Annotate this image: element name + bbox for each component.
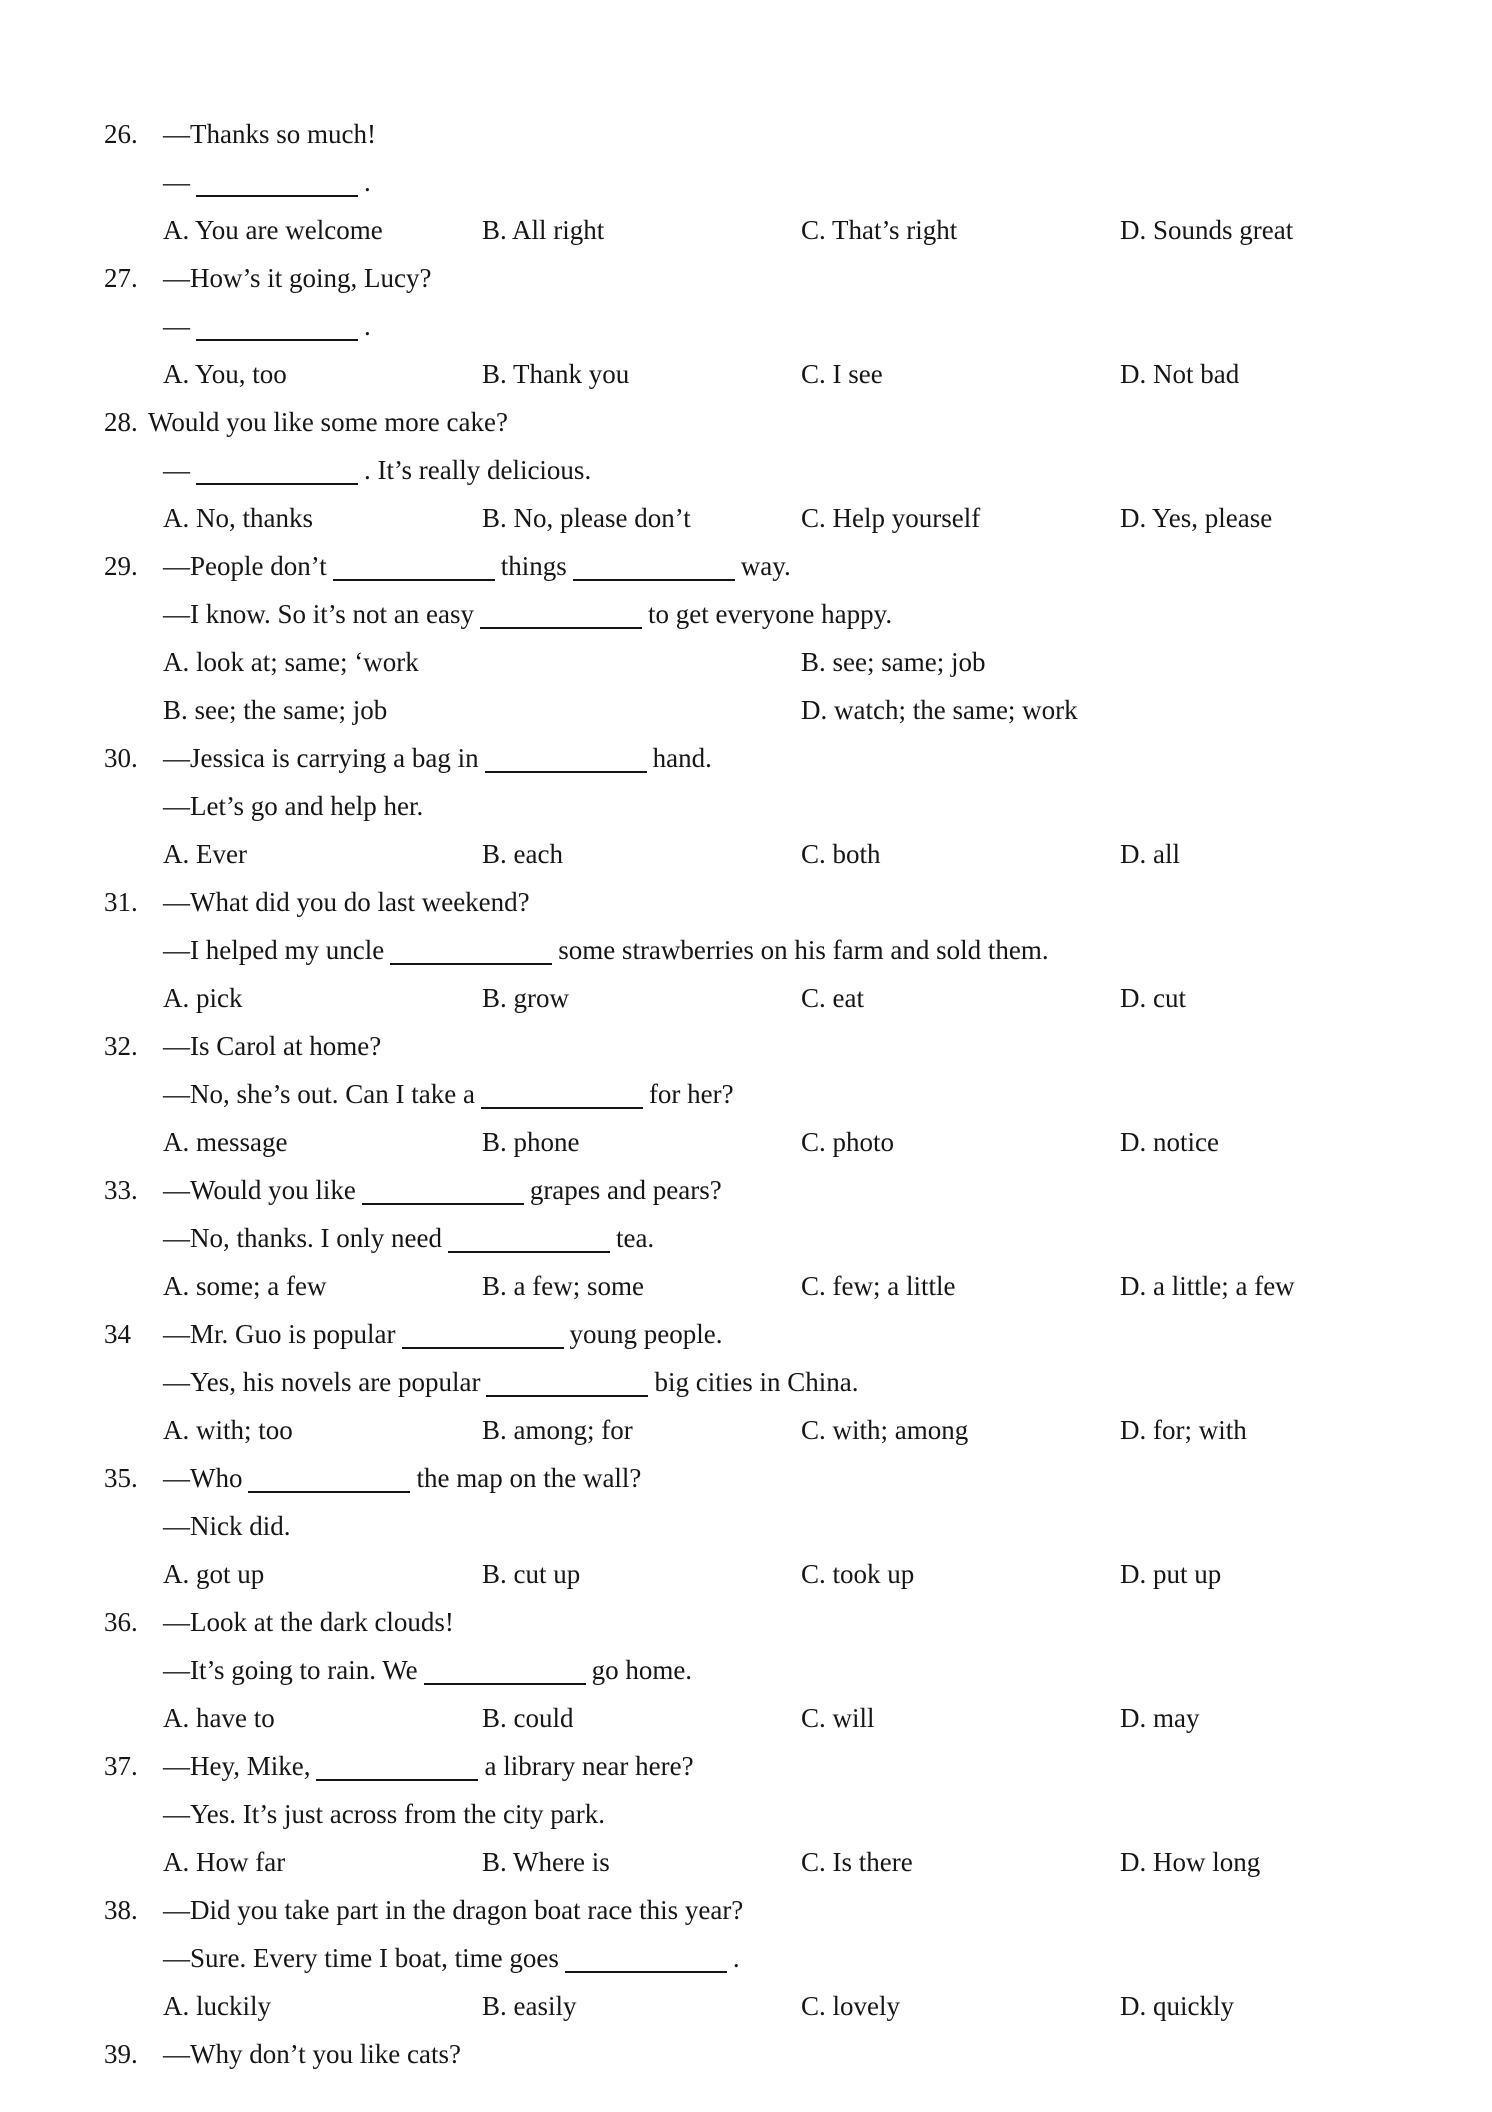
- option-c[interactable]: C. few; a little: [801, 1271, 956, 1301]
- question-text: —Sure. Every time I boat, time goes: [163, 1943, 559, 1973]
- option-c[interactable]: C. eat: [801, 983, 864, 1013]
- question-text: —It’s going to rain. We: [163, 1655, 418, 1685]
- option-b[interactable]: B. each: [482, 839, 563, 869]
- question-text: grapes and pears?: [529, 1175, 722, 1205]
- question-text: —Mr. Guo is popular: [163, 1319, 396, 1349]
- question-text: Would you like some more cake?: [148, 407, 508, 437]
- option-d[interactable]: D. quickly: [1120, 1991, 1234, 2021]
- answer-blank[interactable]: [390, 933, 552, 965]
- option-b[interactable]: B. phone: [482, 1127, 580, 1157]
- question-text: the map on the wall?: [416, 1463, 642, 1493]
- question-33-second-line: [0, 1214, 1492, 1262]
- question-37-options: [0, 1838, 1492, 1886]
- question-34-prompt: [0, 1310, 1492, 1358]
- question-number: 39.: [104, 2039, 138, 2069]
- question-29-second-line: [0, 590, 1492, 638]
- option-b[interactable]: B. among; for: [482, 1415, 633, 1445]
- question-text: —Yes. It’s just across from the city park.: [163, 1799, 605, 1829]
- question-33-prompt: [0, 1166, 1492, 1214]
- question-31-second-line: [0, 926, 1492, 974]
- question-number: 27.: [104, 263, 138, 293]
- question-27-prompt: [0, 254, 1492, 302]
- question-text: big cities in China.: [654, 1367, 859, 1397]
- option-a[interactable]: A. luckily: [163, 1991, 271, 2021]
- question-text: —Hey, Mike,: [163, 1751, 311, 1781]
- question-32-options: [0, 1118, 1492, 1166]
- question-text: for her?: [648, 1079, 734, 1109]
- answer-tail: . It’s really delicious.: [364, 455, 592, 485]
- question-number: 28.: [104, 407, 138, 437]
- question-26-options: [0, 206, 1492, 254]
- question-text: —No, she’s out. Can I take a: [163, 1079, 475, 1109]
- option-d[interactable]: D. How long: [1120, 1847, 1261, 1877]
- answer-blank[interactable]: [402, 1317, 564, 1349]
- question-number: 34: [104, 1319, 131, 1349]
- question-number: 38.: [104, 1895, 138, 1925]
- answer-blank[interactable]: [424, 1653, 586, 1685]
- question-text: .: [732, 1943, 740, 1973]
- question-32-prompt: [0, 1022, 1492, 1070]
- option-a[interactable]: A. got up: [163, 1559, 265, 1589]
- question-27-options: [0, 350, 1492, 398]
- option-a[interactable]: A. You, too: [163, 359, 287, 389]
- answer-blank[interactable]: [573, 549, 735, 581]
- option-a[interactable]: A. pick: [163, 983, 243, 1013]
- question-text: a library near here?: [484, 1751, 694, 1781]
- option-b[interactable]: B. Where is: [482, 1847, 610, 1877]
- option-d[interactable]: D. for; with: [1120, 1415, 1247, 1445]
- question-text: —Jessica is carrying a bag in: [163, 743, 479, 773]
- option-b[interactable]: B. cut up: [482, 1559, 581, 1589]
- option-d[interactable]: D. cut: [1120, 983, 1186, 1013]
- question-text: —Would you like: [163, 1175, 356, 1205]
- question-text: —Why don’t you like cats?: [163, 2039, 461, 2069]
- question-29-options-row1: [0, 638, 1492, 686]
- question-27-answer-line: — .: [163, 311, 371, 341]
- question-text: to get everyone happy.: [647, 599, 893, 629]
- option-c[interactable]: C. both: [801, 839, 881, 869]
- option-d[interactable]: D. watch; the same; work: [801, 695, 1078, 725]
- question-text: things: [500, 551, 567, 581]
- question-35-prompt: [0, 1454, 1492, 1502]
- answer-blank[interactable]: [316, 1749, 478, 1781]
- answer-blank[interactable]: [486, 1365, 648, 1397]
- option-c[interactable]: C. with; among: [801, 1415, 969, 1445]
- answer-dash: —: [163, 167, 190, 197]
- answer-blank[interactable]: [448, 1221, 610, 1253]
- question-38-options: [0, 1982, 1492, 2030]
- option-d[interactable]: D. Sounds great: [1120, 215, 1294, 245]
- option-b[interactable]: B. could: [482, 1703, 574, 1733]
- option-b[interactable]: B. see; same; job: [801, 647, 986, 677]
- question-number: 36.: [104, 1607, 138, 1637]
- option-a[interactable]: A. with; too: [163, 1415, 293, 1445]
- question-29-options-row2: [0, 686, 1492, 734]
- question-number: 32.: [104, 1031, 138, 1061]
- question-36-second-line: [0, 1646, 1492, 1694]
- question-text: —Thanks so much!: [163, 119, 376, 149]
- question-text: —No, thanks. I only need: [163, 1223, 442, 1253]
- question-26-prompt: [0, 110, 1492, 158]
- question-number: 26.: [104, 119, 138, 149]
- question-37-prompt: [0, 1742, 1492, 1790]
- option-b[interactable]: B. No, please don’t: [482, 503, 691, 533]
- option-b[interactable]: B. All right: [482, 215, 605, 245]
- question-31-options: [0, 974, 1492, 1022]
- question-number: 33.: [104, 1175, 138, 1205]
- question-text: —How’s it going, Lucy?: [163, 263, 432, 293]
- answer-blank[interactable]: [248, 1461, 410, 1493]
- option-c[interactable]: C. That’s right: [801, 215, 958, 245]
- question-30-options: [0, 830, 1492, 878]
- option-a[interactable]: A. You are welcome: [163, 215, 383, 245]
- answer-dash: —: [163, 311, 190, 341]
- question-text: way.: [740, 551, 791, 581]
- option-d[interactable]: D. Not bad: [1120, 359, 1240, 389]
- question-28-options: [0, 494, 1492, 542]
- question-33-options: [0, 1262, 1492, 1310]
- question-29-prompt: [0, 542, 1492, 590]
- answer-blank[interactable]: [362, 1173, 524, 1205]
- question-text: —I know. So it’s not an easy: [163, 599, 474, 629]
- question-text: —Nick did.: [163, 1511, 291, 1541]
- option-a[interactable]: A. look at; same; ‘work: [163, 647, 419, 677]
- option-c[interactable]: C. I see: [801, 359, 883, 389]
- question-38-second-line: [0, 1934, 1492, 1982]
- option-c[interactable]: C. took up: [801, 1559, 915, 1589]
- question-text: —Did you take part in the dragon boat race this year?: [163, 1895, 744, 1925]
- option-c[interactable]: B. see; the same; job: [163, 695, 388, 725]
- question-36-prompt: [0, 1598, 1492, 1646]
- question-text: —Look at the dark clouds!: [163, 1607, 454, 1637]
- question-text: some strawberries on his farm and sold them.: [558, 935, 1049, 965]
- question-text: go home.: [591, 1655, 693, 1685]
- question-text: —People don’t: [163, 551, 327, 581]
- question-text: —Yes, his novels are popular: [163, 1367, 481, 1397]
- question-37-second-line: [0, 1790, 1492, 1838]
- question-28-prompt: [0, 398, 1492, 446]
- answer-dash: —: [163, 455, 190, 485]
- answer-blank[interactable]: [333, 549, 495, 581]
- option-d[interactable]: D. put up: [1120, 1559, 1222, 1589]
- option-c[interactable]: C. photo: [801, 1127, 895, 1157]
- question-38-prompt: [0, 1886, 1492, 1934]
- option-a[interactable]: A. have to: [163, 1703, 275, 1733]
- question-28-answer-line: [0, 446, 1492, 494]
- answer-blank[interactable]: [196, 165, 358, 197]
- question-30-second-line: [0, 782, 1492, 830]
- option-d[interactable]: D. a little; a few: [1120, 1271, 1295, 1301]
- option-a[interactable]: A. message: [163, 1127, 288, 1157]
- question-36-options: [0, 1694, 1492, 1742]
- question-text: —What did you do last weekend?: [163, 887, 530, 917]
- option-a[interactable]: A. some; a few: [163, 1271, 327, 1301]
- answer-blank[interactable]: [481, 1077, 643, 1109]
- question-text: —Is Carol at home?: [163, 1031, 382, 1061]
- answer-blank[interactable]: [485, 741, 647, 773]
- option-c[interactable]: C. Is there: [801, 1847, 913, 1877]
- question-34-second-line: [0, 1358, 1492, 1406]
- question-number: 29.: [104, 551, 138, 581]
- option-d[interactable]: D. all: [1120, 839, 1180, 869]
- option-a[interactable]: A. Ever: [163, 839, 247, 869]
- option-c[interactable]: C. lovely: [801, 1991, 900, 2021]
- option-d[interactable]: D. notice: [1120, 1127, 1219, 1157]
- question-34-options: [0, 1406, 1492, 1454]
- question-number: 35.: [104, 1463, 138, 1493]
- question-32-second-line: [0, 1070, 1492, 1118]
- option-d[interactable]: D. may: [1120, 1703, 1200, 1733]
- answer-blank[interactable]: [196, 453, 358, 485]
- question-31-prompt: [0, 878, 1492, 926]
- option-a[interactable]: A. No, thanks: [163, 503, 313, 533]
- question-35-second-line: [0, 1502, 1492, 1550]
- answer-blank[interactable]: [480, 597, 642, 629]
- question-35-options: [0, 1550, 1492, 1598]
- question-number: 30.: [104, 743, 138, 773]
- question-number: 31.: [104, 887, 138, 917]
- answer-blank[interactable]: [196, 309, 358, 341]
- option-c[interactable]: C. will: [801, 1703, 875, 1733]
- option-b[interactable]: B. Thank you: [482, 359, 630, 389]
- question-number: 37.: [104, 1751, 138, 1781]
- option-b[interactable]: B. a few; some: [482, 1271, 644, 1301]
- answer-blank[interactable]: [565, 1941, 727, 1973]
- option-d[interactable]: D. Yes, please: [1120, 503, 1273, 533]
- question-30-prompt: [0, 734, 1492, 782]
- question-text: hand.: [652, 743, 712, 773]
- option-c[interactable]: C. Help yourself: [801, 503, 981, 533]
- question-text: —Let’s go and help her.: [163, 791, 424, 821]
- question-text: young people.: [569, 1319, 723, 1349]
- question-39-prompt: [0, 2030, 1492, 2078]
- option-b[interactable]: B. easily: [482, 1991, 577, 2021]
- question-text: —I helped my uncle: [163, 935, 385, 965]
- option-a[interactable]: A. How far: [163, 1847, 286, 1877]
- question-text: —Who: [163, 1463, 243, 1493]
- question-26-answer-line: — .: [163, 167, 371, 197]
- question-text: tea.: [615, 1223, 655, 1253]
- option-b[interactable]: B. grow: [482, 983, 569, 1013]
